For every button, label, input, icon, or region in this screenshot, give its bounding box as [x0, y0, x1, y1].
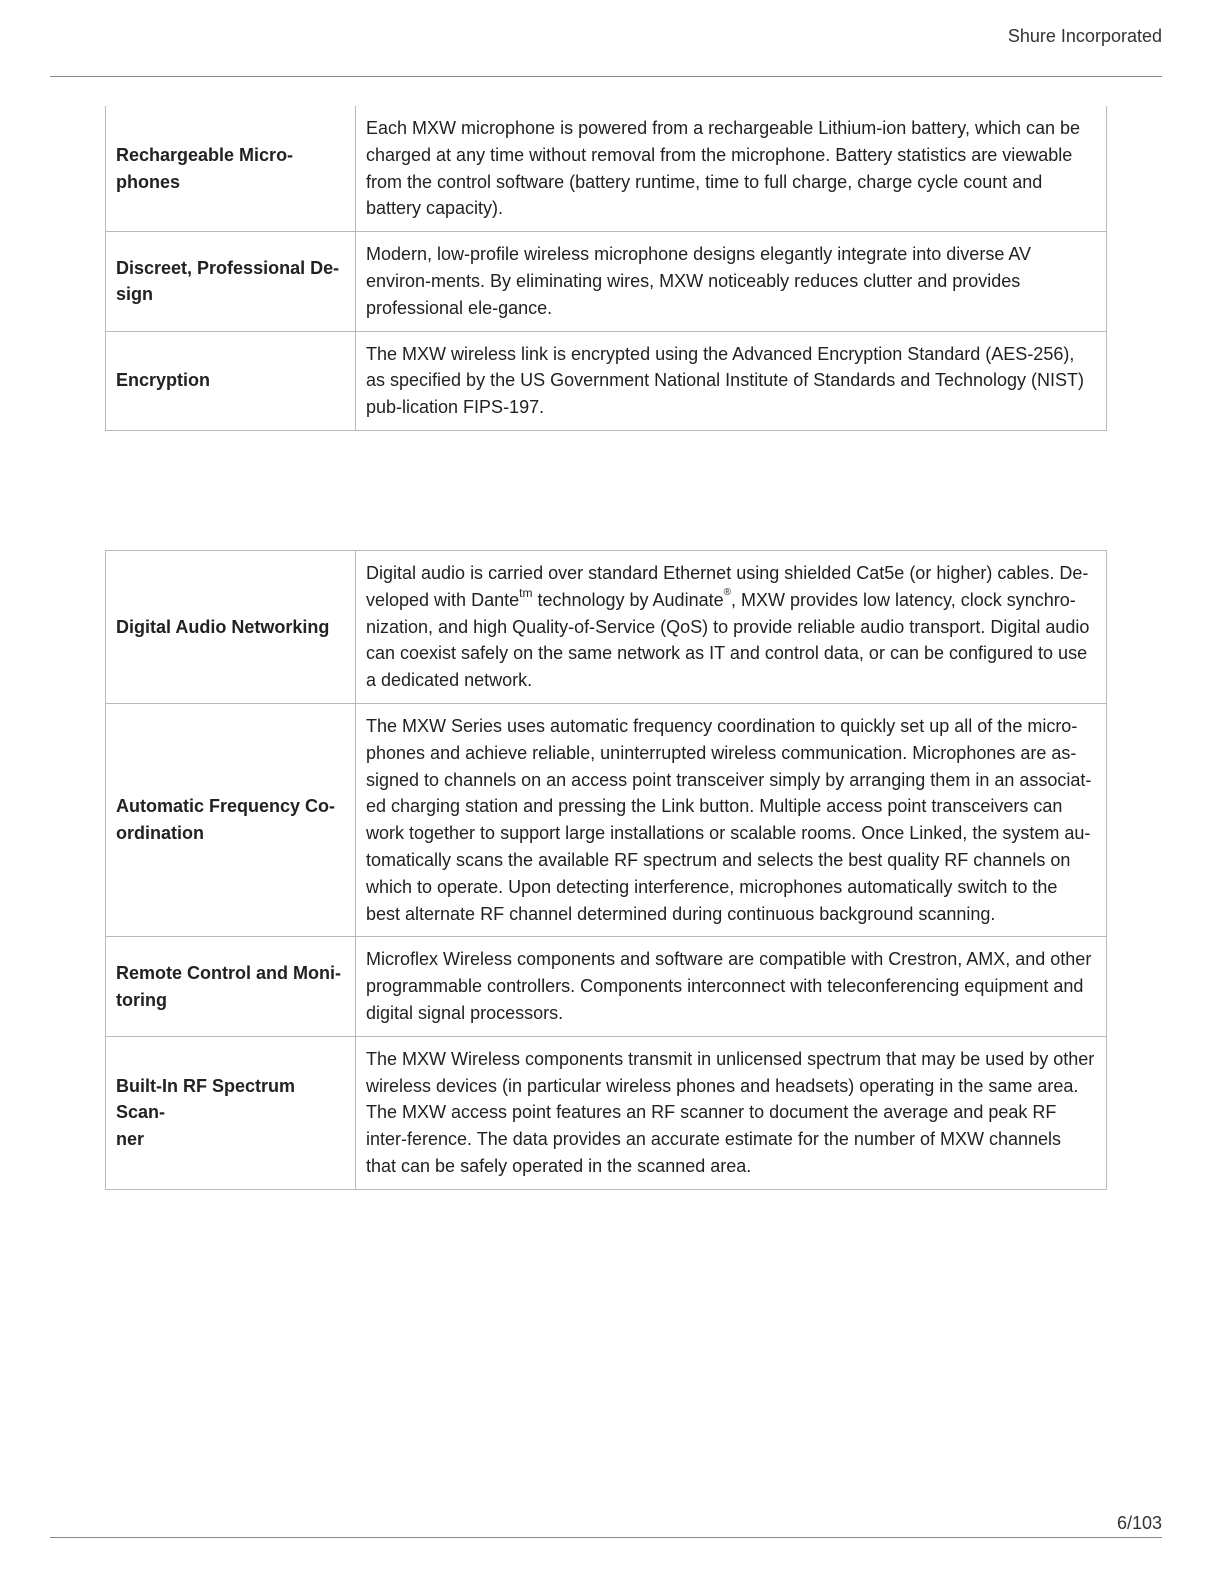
header-company: Shure Incorporated [1007, 26, 1162, 46]
table-row [106, 232, 1107, 331]
page-number: 6/103 [1116, 1513, 1162, 1533]
feature-description [356, 551, 1107, 704]
description-text: , MXW provides low latency, clock synchro-nization, and high Quality-of-Service (QoS) to provide reliable audio transport. Digital audio can coexist safely on the same network as IT and control data, or can be configured to use a dedicated network. [366, 589, 1090, 691]
table-row [106, 551, 1107, 704]
feature-description: The MXW Series uses automatic frequency coordination to quickly set up all of the micro-phones and achieve reliable, uninterrupted wireless communication. Microphones are as-signed to channels on an access point transceiver simply by arranging them in an associat-ed charging station and pressing the Link button. Multiple access point transceivers can work together to support large installations or scalable rooms. Once Linked, the system au-tomatically scans the available RF spectrum and selects the best quality RF channels on which to operate. Upon detecting interference, microphones automatically switch to the best alternate RF channel determined during continuous background scanning. [356, 703, 1107, 936]
table-row [106, 106, 1107, 232]
feature-name: Automatic Frequency Co- ordination [106, 703, 356, 936]
feature-name: Remote Control and Moni- toring [106, 937, 356, 1036]
header-divider [50, 76, 1162, 77]
feature-name: Encryption [106, 331, 356, 430]
feature-description: Each MXW microphone is powered from a rechargeable Lithium-ion battery, which can be charged at any time without removal from the microphone. Battery statistics are viewable from the control software (battery runtime, time to full charge, charge cycle count and battery capacity). [356, 106, 1107, 232]
table-row [106, 937, 1107, 1036]
feature-name: Digital Audio Networking [106, 551, 356, 704]
feature-name: Built-In RF Spectrum Scan- ner [106, 1036, 356, 1189]
feature-description: The MXW Wireless components transmit in unlicensed spectrum that may be used by other wireless devices (in particular wireless phones and headsets) operating in the same area. The MXW access point features an RF scanner to document the average and peak RF inter-ference. The data provides an accurate estimate for the number of MXW channels that can be safely operated in the scanned area. [356, 1036, 1107, 1189]
trademark-mark: tm [519, 585, 533, 600]
description-text: technology by Audinate [532, 589, 724, 610]
registered-mark: ® [723, 586, 731, 598]
table-row [106, 703, 1107, 936]
feature-name: Discreet, Professional De- sign [106, 232, 356, 331]
feature-table-2 [105, 550, 1107, 1190]
feature-description: The MXW wireless link is encrypted using the Advanced Encryption Standard (AES-256), as specified by the US Government National Institute of Standards and Technology (NIST) pub-lication FIPS-197. [356, 331, 1107, 430]
table-row [106, 1036, 1107, 1189]
feature-table-1 [105, 106, 1107, 431]
feature-description: Modern, low-profile wireless microphone designs elegantly integrate into diverse AV environ-ments. By eliminating wires, MXW noticeably reduces clutter and provides professional ele-gance. [356, 232, 1107, 331]
footer-divider [50, 1537, 1162, 1538]
table-row [106, 331, 1107, 430]
description-text: Digital audio is carried over standard Ethernet using shielded Cat5e (or higher) cables. De-veloped with Dante [366, 563, 1089, 610]
feature-description: Microflex Wireless components and software are compatible with Crestron, AMX, and other programmable controllers. Components interconnect with teleconferencing equipment and digital signal processors. [356, 937, 1107, 1036]
feature-name: Rechargeable Micro- phones [106, 106, 356, 232]
